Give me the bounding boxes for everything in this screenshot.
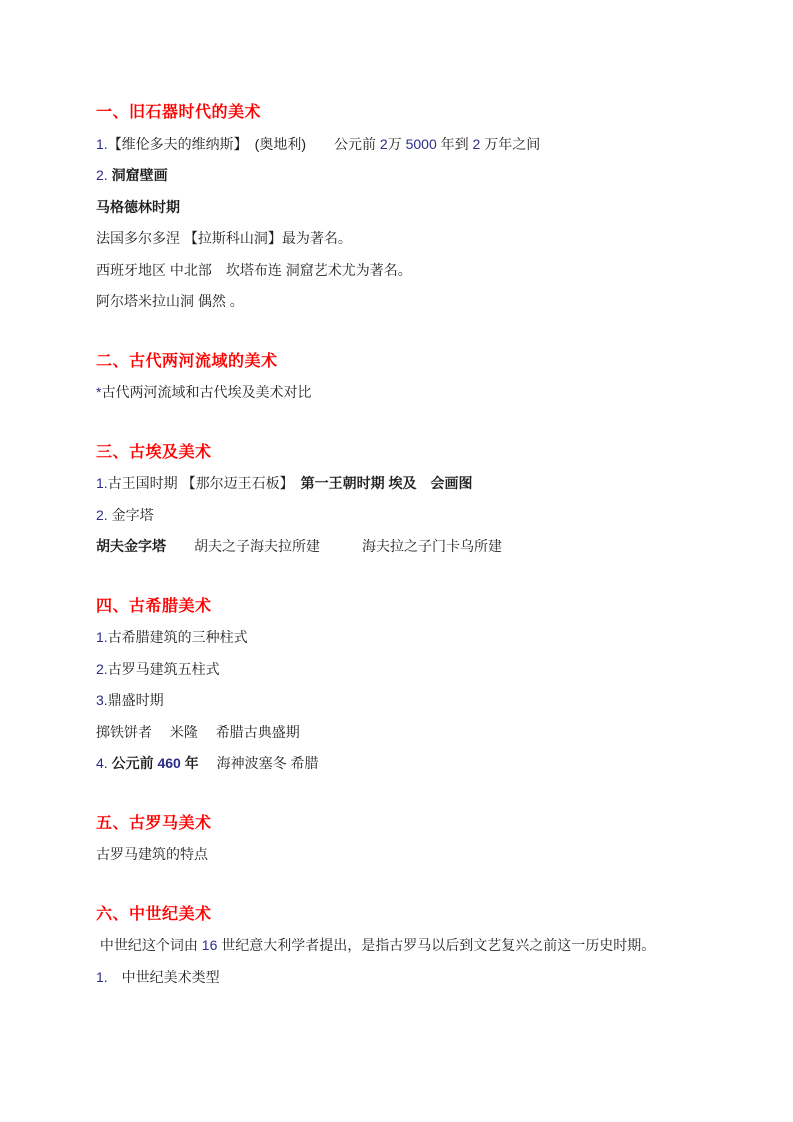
section: [96, 437, 735, 563]
paragraph: [96, 192, 735, 224]
text-run: 公元前: [111, 755, 158, 771]
paragraph: [96, 685, 735, 717]
paragraph: [96, 500, 735, 532]
section: [96, 346, 735, 409]
section-heading: 六、中世纪美术: [96, 905, 212, 923]
text-run: 16: [201, 937, 218, 953]
text-run: 1.: [96, 968, 108, 985]
paragraph: [96, 717, 735, 749]
text-run: 5000: [405, 135, 437, 152]
text-run: 3.: [96, 692, 108, 708]
section: [96, 808, 735, 871]
section: [96, 97, 735, 318]
text-run: *: [96, 384, 102, 400]
text-run: 【维伦多夫的维纳斯】 (奥地利) 公元前: [107, 135, 380, 152]
text-run: 古王国时期 【那尔迈王石板】: [107, 475, 301, 491]
paragraph: [96, 160, 735, 192]
text-run: 4.: [96, 755, 108, 771]
paragraph: [96, 377, 735, 409]
section-heading: 三、古埃及美术: [96, 443, 212, 461]
paragraph: [96, 531, 735, 563]
text-run: 胡夫之子海夫拉所建 海夫拉之子门卡乌所建: [166, 538, 502, 554]
text-run: 阿尔塔米拉山洞 偶然 。: [96, 293, 244, 309]
paragraph: [96, 962, 735, 994]
text-run: 中世纪这个词由: [96, 937, 202, 953]
section-heading: 四、古希腊美术: [96, 597, 212, 615]
paragraph: [96, 622, 735, 654]
section: [96, 899, 735, 994]
text-run: 1.: [96, 629, 108, 645]
text-run: 金字塔: [107, 506, 154, 523]
paragraph: [96, 255, 735, 287]
text-run: 2.: [96, 506, 108, 523]
section: [96, 591, 735, 780]
text-run: 年: [180, 755, 199, 771]
text-run: 年到: [436, 135, 473, 152]
paragraph: [96, 748, 735, 780]
paragraph: [96, 468, 735, 500]
text-run: 掷铁饼者 米隆 希腊古典盛期: [96, 723, 300, 740]
text-run: 世纪意大利学者提出，是指古罗马以后到文艺复兴之前这一历史时期。: [217, 937, 656, 953]
paragraph: [96, 286, 735, 318]
text-run: 古代两河流域和古代埃及美术对比: [101, 384, 312, 400]
paragraph: [96, 839, 735, 871]
text-run: 2.: [96, 167, 108, 183]
text-run: 万: [387, 135, 406, 152]
text-run: 海神波塞冬 希腊: [198, 755, 319, 771]
paragraph: [96, 654, 735, 686]
text-run: 460: [157, 755, 181, 771]
text-run: 2: [379, 135, 388, 152]
paragraph: [96, 129, 735, 161]
text-run: 万年之间: [480, 135, 541, 152]
text-run: 西班牙地区 中北部 坎塔布连 洞窟艺术尤为著名。: [96, 261, 412, 278]
text-run: 1.: [96, 135, 108, 152]
text-run: 胡夫金字塔: [96, 538, 166, 554]
text-run: 马格德林时期: [96, 198, 180, 215]
text-run: 1.: [96, 475, 108, 491]
section-heading: 二、古代两河流域的美术: [96, 352, 278, 370]
text-run: 古罗马建筑五柱式: [107, 660, 220, 677]
paragraph: [96, 930, 735, 962]
text-run: 古罗马建筑的特点: [96, 846, 208, 862]
text-run: 鼎盛时期: [107, 692, 164, 708]
text-run: 中世纪美术类型: [107, 968, 220, 985]
section-heading: 五、古罗马美术: [96, 814, 212, 832]
text-run: 古希腊建筑的三种柱式: [107, 629, 248, 645]
text-run: 2.: [96, 660, 108, 677]
text-run: 第一王朝时期 埃及 会画图: [300, 475, 473, 491]
text-run: 洞窟壁画: [111, 167, 168, 183]
paragraph: [96, 223, 735, 255]
section-heading: 一、旧石器时代的美术: [96, 104, 262, 121]
text-run: 法国多尔多涅 【拉斯科山洞】最为著名。: [96, 230, 352, 246]
text-run: 2: [472, 135, 481, 152]
